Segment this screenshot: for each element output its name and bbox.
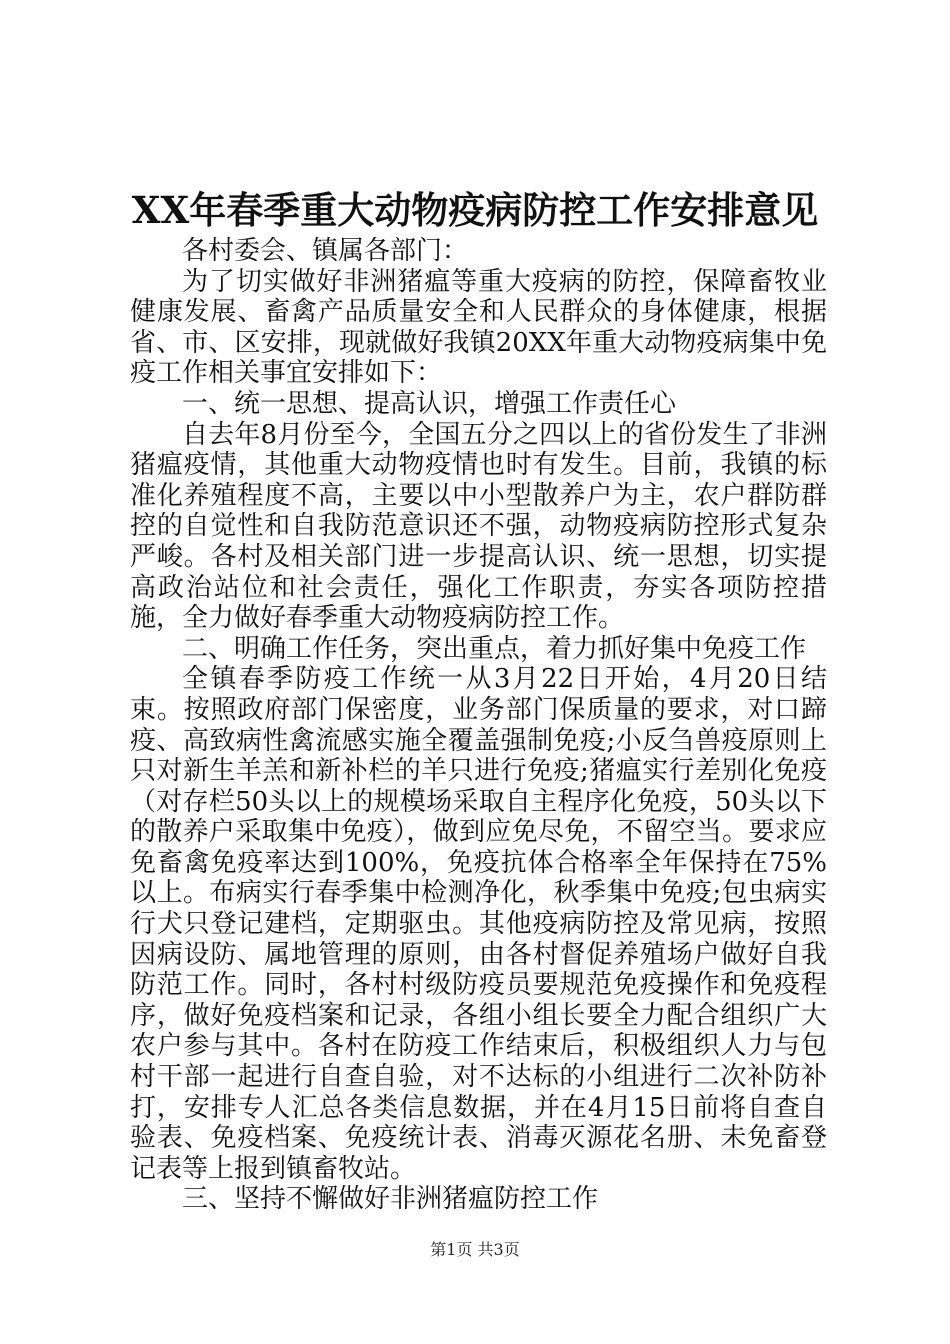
- section-heading-2: 二、明确工作任务，突出重点，着力抓好集中免疫工作: [182, 633, 807, 664]
- intro-paragraph: 为了切实做好非洲猪瘟等重大疫病的防控，保障畜牧业健康发展、畜禽产品质量安全和人民群众的身体健康，根据省、市、区安排，现就做好我镇20XX年重大动物疫病集中免疫工作相关事宜安排如下：: [130, 266, 827, 389]
- salutation: 各村委会、镇属各部门：: [182, 236, 469, 266]
- section-1-paragraph: 自去年8月份至今，全国五分之四以上的省份发生了非洲猪瘟疫情，其他重大动物疫情也时有发生。目前，我镇的标准化养殖程度不高，主要以中小型散养户为主，农户群防群控的自觉性和自我防范意识还不强，动物疫病防控形式复杂严峻。各村及相关部门进一步提高认识、统一思想，切实提高政治站位和社会责任，强化工作职责，夯实各项防控措施，全力做好春季重大动物疫病防控工作。: [130, 419, 827, 634]
- section-2-paragraph: 全镇春季防疫工作统一从3月22日开始，4月20日结束。按照政府部门保密度，业务部门保质量的要求，对口蹄疫、高致病性禽流感实施全覆盖强制免疫;小反刍兽疫原则上只对新生羊羔和新补栏的羊只进行免疫;猪瘟实行差别化免疫（对存栏50头以上的规模场采取自主程序化免疫，50头以下的散养户采取集中免疫），做到应免尽免，不留空当。要求应免畜禽免疫率达到100%，免疫抗体合格率全年保持在75%以上。布病实行春季集中检测净化，秋季集中免疫;包虫病实行犬只登记建档，定期驱虫。其他疫病防控及常见病，按照因病设防、属地管理的原则，由各村督促养殖场户做好自我防范工作。同时，各村村级防疫员要规范免疫操作和免疫程序，做好免疫档案和记录，各组小组长要全力配合组织广大农户参与其中。各村在防疫工作结束后，积极组织人力与包村干部一起进行自查自验，对不达标的小组进行二次补防补打，安排专人汇总各类信息数据，并在4月15日前将自查自验表、免疫档案、免疫统计表、消毒灭源花名册、未免畜登记表等上报到镇畜牧站。: [130, 664, 827, 1184]
- document-title: XX年春季重大动物疫病防控工作安排意见: [131, 188, 819, 232]
- document-body: [130, 236, 827, 1215]
- section-heading-1: 一、统一思想、提高认识，增强工作责任心: [182, 388, 677, 419]
- page-footer: 第1页 共3页: [430, 1240, 520, 1259]
- section-heading-3: 三、坚持不懈做好非洲猪瘟防控工作: [182, 1184, 599, 1215]
